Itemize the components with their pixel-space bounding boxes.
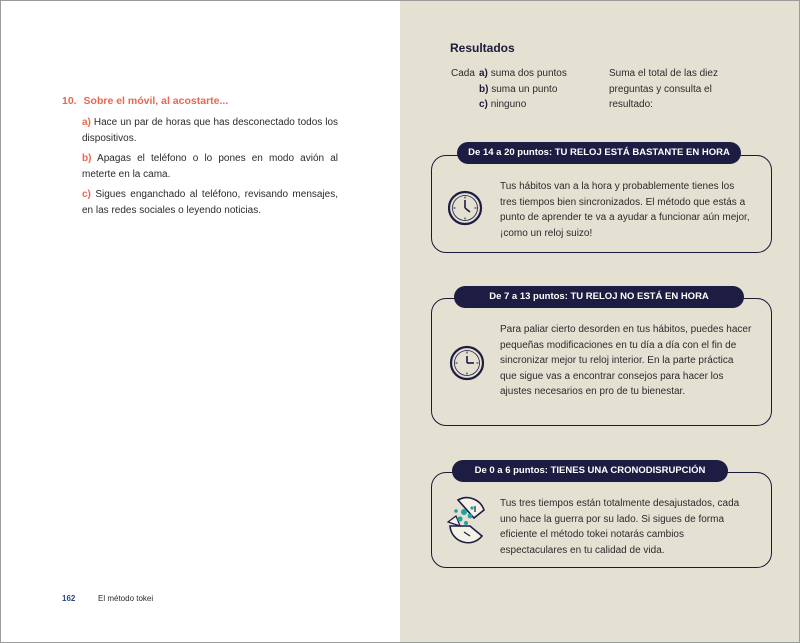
result-text-low: Tus tres tiempos están totalmente desajustados, cada uno hace la guerra por su lado. Si sigues de forma eficiente el método tokei notarás cambios espectaculares en tu calidad de vida.	[500, 498, 740, 556]
scoring-item-c-letter: c)	[479, 99, 488, 110]
scoring-item-b	[479, 82, 557, 97]
result-text-high: Tus hábitos van a la hora y probablemente tienes los tres tiempos bien sincronizados. El método que estás a punto de aprender te va a ayudar a funcionar aún mejor, ¡como un reloj suizo!	[500, 181, 750, 239]
clock-icon	[447, 190, 483, 226]
scoring-item-a-text: suma dos puntos	[490, 68, 567, 79]
option-c-text: Sigues enganchado al teléfono, revisando mensajes, en las redes sociales o leyendo noticias.	[82, 189, 339, 216]
result-header-low: De 0 a 6 puntos: TIENES UNA CRONODISRUPCIÓN	[452, 460, 728, 482]
option-b	[82, 151, 338, 182]
option-b-text: Apagas el teléfono o lo pones en modo avión al meterte en la cama.	[82, 153, 338, 180]
option-c-letter: c)	[82, 189, 91, 200]
scoring-prefix: Cada	[451, 68, 475, 79]
option-a-letter: a)	[82, 117, 91, 128]
option-b-letter: b)	[82, 153, 92, 164]
option-a	[82, 115, 338, 146]
scoring-item-c	[479, 97, 526, 112]
result-header-high: De 14 a 20 puntos: TU RELOJ ESTÁ BASTANTE EN HORA	[457, 142, 741, 164]
question-number: 10.	[62, 95, 77, 107]
scoring-item-b-letter: b)	[479, 83, 489, 95]
broken-clock-icon	[444, 492, 490, 554]
scoring-item-a	[479, 66, 567, 81]
option-a-text: Hace un par de horas que has desconectado todos los dispositivos.	[82, 117, 339, 144]
book-title: El método tokei	[98, 594, 154, 603]
scoring-instruction: Suma el total de las diez preguntas y consulta el resultado:	[609, 68, 718, 110]
scoring-item-c-text: ninguno	[490, 99, 527, 110]
result-text-mid: Para paliar cierto desorden en tus hábitos, puedes hacer pequeñas modificaciones en tu día a día con el fin de sincronizar mejor tu reloj interior. En la parte práctica que sigue vas a encontrar consejos para hacer los ajustes necesarios en pro de tu bienestar.	[500, 324, 752, 397]
scoring-item-b-text: suma un punto	[491, 83, 558, 95]
scoring-item-a-letter: a)	[479, 68, 488, 79]
question-title	[62, 95, 228, 107]
question-text: Sobre el móvil, al acostarte...	[83, 95, 229, 107]
result-header-mid: De 7 a 13 puntos: TU RELOJ NO ESTÁ EN HORA	[454, 286, 744, 308]
option-c	[82, 187, 338, 218]
results-title: Resultados	[450, 41, 515, 55]
clock-icon	[449, 345, 485, 381]
page-number: 162	[62, 594, 76, 603]
